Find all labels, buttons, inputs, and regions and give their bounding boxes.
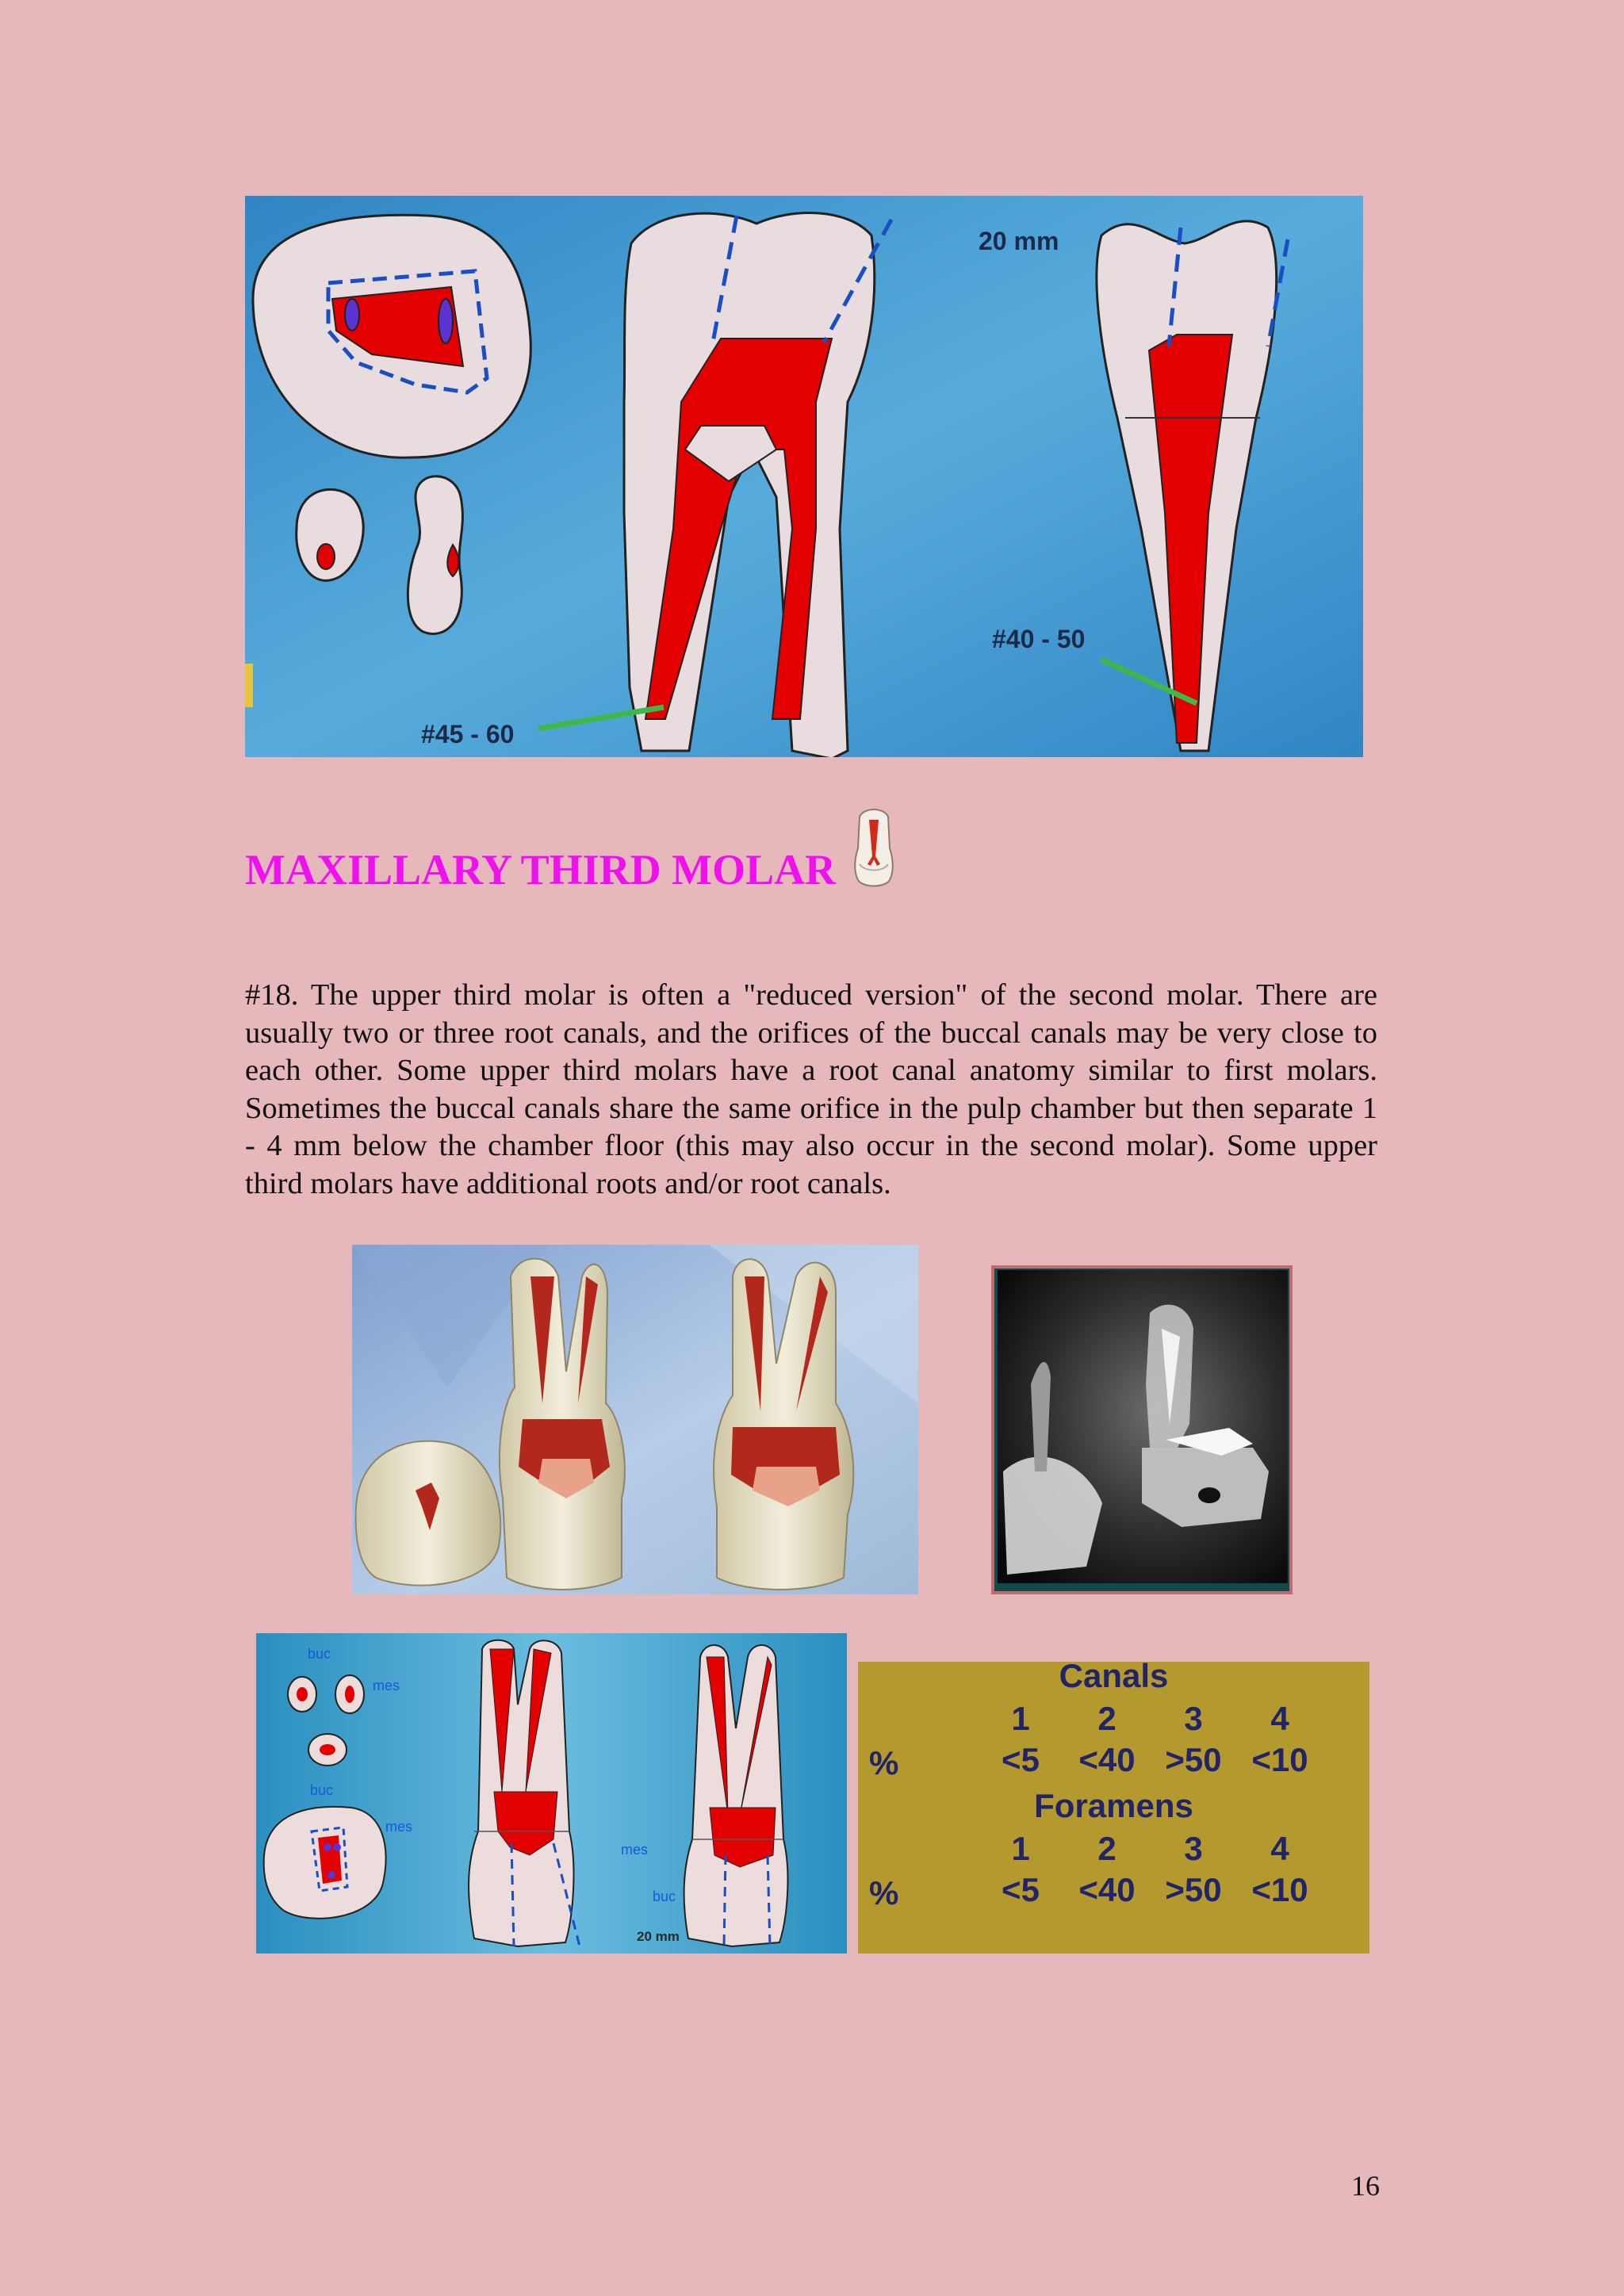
foramens-value-1: <5 [1002, 1871, 1040, 1908]
buccal-label-2: buc [310, 1782, 334, 1798]
figure-upper-molar-canal-diagram [245, 196, 1363, 757]
foramens-col-3: 3 [1184, 1830, 1203, 1867]
occlusal-3d-model [356, 1441, 501, 1586]
foramens-col-1: 1 [1011, 1830, 1030, 1867]
body-paragraph: #18. The upper third molar is often a "reduced version" of the second molar. There are usually two or three root canals, and the orifices of the buccal canals may be very close to each other. Some upper third molars have a root canal anatomy similar to first molars. Sometimes the buccal canals share the same orifice in the pulp chamber but then separate 1 - 4 mm below the chamber floor (this may also occur in the second molar). Some upper third molars have additional roots and/or root canals. [245, 978, 1377, 1200]
figure-radiograph [991, 1265, 1293, 1594]
foramens-row-label: % [869, 1874, 899, 1911]
buccal-label-3: buc [653, 1888, 676, 1904]
foramens-col-2: 2 [1097, 1830, 1116, 1867]
tooth-mesial-view-drawing [469, 1640, 580, 1946]
canals-title: Canals [1059, 1657, 1169, 1694]
heading-title: MAXILLARY THIRD MOLAR [245, 846, 837, 894]
foramens-col-4: 4 [1270, 1830, 1289, 1867]
buccal-label-1: buc [308, 1646, 331, 1662]
canals-value-1: <5 [1002, 1741, 1040, 1778]
foramens-value-3: >50 [1165, 1871, 1222, 1908]
tooth-icon [853, 809, 894, 891]
canals-value-3: >50 [1165, 1741, 1222, 1778]
foramens-title: Foramens [1034, 1787, 1193, 1824]
canals-col-4: 4 [1270, 1700, 1289, 1737]
file-size-label-right: #40 - 50 [992, 625, 1086, 653]
length-label-small: 20 mm [637, 1929, 680, 1944]
canals-col-1: 1 [1011, 1700, 1030, 1737]
mesial-label-1: mes [373, 1678, 400, 1693]
page-number: 16 [1351, 2170, 1380, 2202]
canals-col-2: 2 [1097, 1700, 1116, 1737]
canals-value-2: <40 [1078, 1741, 1136, 1778]
mesial-label-2: mes [385, 1819, 413, 1835]
file-size-label-left: #45 - 60 [421, 720, 515, 748]
canals-row-label: % [869, 1744, 899, 1781]
length-label: 20 mm [979, 227, 1059, 255]
section-heading [245, 836, 894, 894]
foramens-value-4: <10 [1251, 1871, 1308, 1908]
foramens-value-2: <40 [1078, 1871, 1136, 1908]
mesial-label-3: mes [621, 1842, 649, 1858]
figure-canal-configuration-diagram [256, 1633, 847, 1954]
figure-3d-tooth-models [352, 1245, 918, 1594]
canals-col-3: 3 [1184, 1700, 1203, 1737]
canals-value-4: <10 [1251, 1741, 1308, 1778]
canals-foramens-table [858, 1657, 1369, 1954]
